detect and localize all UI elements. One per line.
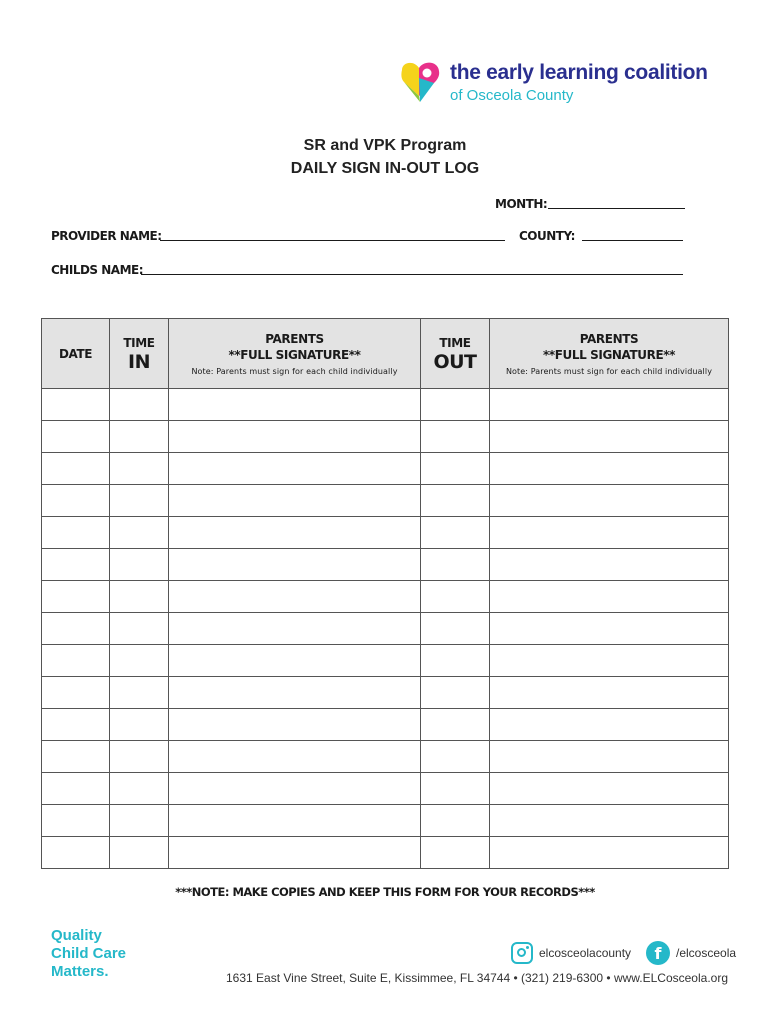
form-title: SR and VPK Program (303, 137, 467, 154)
month-label: MONTH: (495, 197, 548, 211)
time-in-cell[interactable] (110, 741, 169, 773)
records-note: ***NOTE: MAKE COPIES AND KEEP THIS FORM FOR YOUR RECORDS*** (175, 885, 595, 899)
time-in-cell[interactable] (110, 549, 169, 581)
date-cell[interactable] (42, 837, 110, 869)
parent-signature-in-cell[interactable] (169, 645, 421, 677)
date-cell[interactable] (42, 773, 110, 805)
time-out-cell[interactable] (421, 453, 490, 485)
facebook-link[interactable] (646, 940, 736, 966)
parent-signature-in-cell[interactable] (169, 581, 421, 613)
sign-in-out-table (41, 318, 729, 869)
time-in-cell[interactable] (110, 645, 169, 677)
tagline-line-2: Child Care (51, 945, 127, 962)
parent-signature-in-cell[interactable] (169, 837, 421, 869)
logo-subtitle: of Osceola County (450, 87, 574, 104)
parent-signature-in-cell[interactable] (169, 389, 421, 421)
date-cell[interactable] (42, 549, 110, 581)
table-row (42, 549, 729, 581)
table-body (42, 389, 729, 869)
parent-signature-out-cell[interactable] (490, 389, 729, 421)
date-cell[interactable] (42, 613, 110, 645)
time-out-cell[interactable] (421, 837, 490, 869)
out-header-label: OUT (433, 350, 477, 373)
parent-signature-out-cell[interactable] (490, 581, 729, 613)
time-out-cell[interactable] (421, 581, 490, 613)
date-header-label: DATE (58, 346, 93, 361)
time-in-cell[interactable] (110, 805, 169, 837)
parent-signature-out-cell[interactable] (490, 485, 729, 517)
time-in-cell[interactable] (110, 677, 169, 709)
tagline-line-3: Matters. (51, 963, 109, 980)
facebook-icon: f (646, 941, 670, 965)
parent-signature-out-cell[interactable] (490, 453, 729, 485)
time-out-cell[interactable] (421, 709, 490, 741)
table-header-row (42, 319, 729, 389)
time-in-cell[interactable] (110, 485, 169, 517)
parent-signature-in-cell[interactable] (169, 453, 421, 485)
time-in-cell[interactable] (110, 581, 169, 613)
tagline (51, 927, 126, 981)
county-label: COUNTY: (519, 229, 575, 243)
parent-signature-in-cell[interactable] (169, 709, 421, 741)
time-out-header-label: TIME (439, 335, 471, 350)
footer-address: 1631 East Vine Street, Suite E, Kissimmee, FL 34744 • (321) 219-6300 • www.ELCosceola.org (225, 971, 728, 985)
time-in-column-header (110, 319, 169, 389)
date-column-header (42, 319, 110, 389)
in-header-label: IN (128, 350, 150, 373)
full-signature-out-label: **FULL SIGNATURE** (542, 348, 676, 362)
parent-signature-out-cell[interactable] (490, 421, 729, 453)
provider-name-label: PROVIDER NAME: (51, 229, 162, 243)
sign-note-out: Note: Parents must sign for each child individually (505, 367, 713, 376)
parent-signature-in-cell[interactable] (169, 613, 421, 645)
instagram-link[interactable] (511, 940, 631, 966)
date-cell[interactable] (42, 805, 110, 837)
parent-signature-out-cell[interactable] (490, 677, 729, 709)
tagline-line-1: Quality (51, 927, 102, 944)
parents-out-column-header (490, 319, 729, 389)
date-cell[interactable] (42, 389, 110, 421)
parent-signature-out-cell[interactable] (490, 613, 729, 645)
time-out-cell[interactable] (421, 741, 490, 773)
date-cell[interactable] (42, 741, 110, 773)
month-field[interactable] (548, 208, 685, 209)
time-out-cell[interactable] (421, 773, 490, 805)
parents-out-header-label: PARENTS (579, 332, 639, 346)
time-out-cell[interactable] (421, 677, 490, 709)
parent-signature-in-cell[interactable] (169, 805, 421, 837)
provider-name-field[interactable] (160, 240, 505, 241)
time-in-header-label: TIME (123, 335, 155, 350)
time-out-cell[interactable] (421, 805, 490, 837)
coalition-logo (398, 60, 718, 108)
date-cell[interactable] (42, 581, 110, 613)
logo-title: the early learning coalition (450, 61, 708, 84)
time-out-cell[interactable] (421, 517, 490, 549)
time-out-cell[interactable] (421, 389, 490, 421)
date-cell[interactable] (42, 677, 110, 709)
parent-signature-out-cell[interactable] (490, 517, 729, 549)
table-row (42, 709, 729, 741)
parent-signature-out-cell[interactable] (490, 773, 729, 805)
parent-signature-out-cell[interactable] (490, 549, 729, 581)
full-signature-in-label: **FULL SIGNATURE** (228, 348, 361, 362)
parents-in-header-label: PARENTS (265, 332, 324, 346)
sign-note-in: Note: Parents must sign for each child individually (191, 367, 398, 376)
time-out-column-header (421, 319, 490, 389)
time-in-cell[interactable] (110, 421, 169, 453)
time-in-cell[interactable] (110, 613, 169, 645)
date-cell[interactable] (42, 421, 110, 453)
parent-signature-out-cell[interactable] (490, 837, 729, 869)
time-in-cell[interactable] (110, 837, 169, 869)
childs-name-label: CHILDS NAME: (51, 263, 144, 277)
table-row (42, 645, 729, 677)
parent-signature-out-cell[interactable] (490, 805, 729, 837)
time-out-cell[interactable] (421, 645, 490, 677)
time-out-cell[interactable] (421, 485, 490, 517)
table-row (42, 389, 729, 421)
time-in-cell[interactable] (110, 773, 169, 805)
form-subtitle: DAILY SIGN IN-OUT LOG (290, 160, 480, 177)
parent-signature-in-cell[interactable] (169, 421, 421, 453)
parent-signature-in-cell[interactable] (169, 485, 421, 517)
date-cell[interactable] (42, 453, 110, 485)
table-row (42, 677, 729, 709)
table-row (42, 453, 729, 485)
parent-signature-out-cell[interactable] (490, 741, 729, 773)
time-out-cell[interactable] (421, 613, 490, 645)
table-row (42, 837, 729, 869)
date-cell[interactable] (42, 517, 110, 549)
table-row (42, 581, 729, 613)
instagram-handle: elcosceolacounty (539, 946, 632, 960)
time-out-cell[interactable] (421, 421, 490, 453)
parent-signature-in-cell[interactable] (169, 741, 421, 773)
parent-signature-in-cell[interactable] (169, 677, 421, 709)
date-cell[interactable] (42, 485, 110, 517)
table-row (42, 485, 729, 517)
parent-signature-in-cell[interactable] (169, 517, 421, 549)
parent-signature-in-cell[interactable] (169, 773, 421, 805)
date-cell[interactable] (42, 645, 110, 677)
childs-name-field[interactable] (141, 274, 683, 275)
time-in-cell[interactable] (110, 709, 169, 741)
time-out-cell[interactable] (421, 549, 490, 581)
county-field[interactable] (582, 240, 683, 241)
parents-in-column-header (169, 319, 421, 389)
table-row (42, 773, 729, 805)
table-row (42, 613, 729, 645)
parent-signature-in-cell[interactable] (169, 549, 421, 581)
table-row (42, 805, 729, 837)
date-cell[interactable] (42, 709, 110, 741)
parent-signature-out-cell[interactable] (490, 645, 729, 677)
facebook-handle: /elcosceola (676, 946, 737, 960)
time-in-cell[interactable] (110, 389, 169, 421)
table-row (42, 517, 729, 549)
instagram-icon (511, 942, 533, 964)
heart-logo-icon (398, 60, 444, 104)
time-in-cell[interactable] (110, 453, 169, 485)
table-row (42, 421, 729, 453)
table-row (42, 741, 729, 773)
time-in-cell[interactable] (110, 517, 169, 549)
parent-signature-out-cell[interactable] (490, 709, 729, 741)
